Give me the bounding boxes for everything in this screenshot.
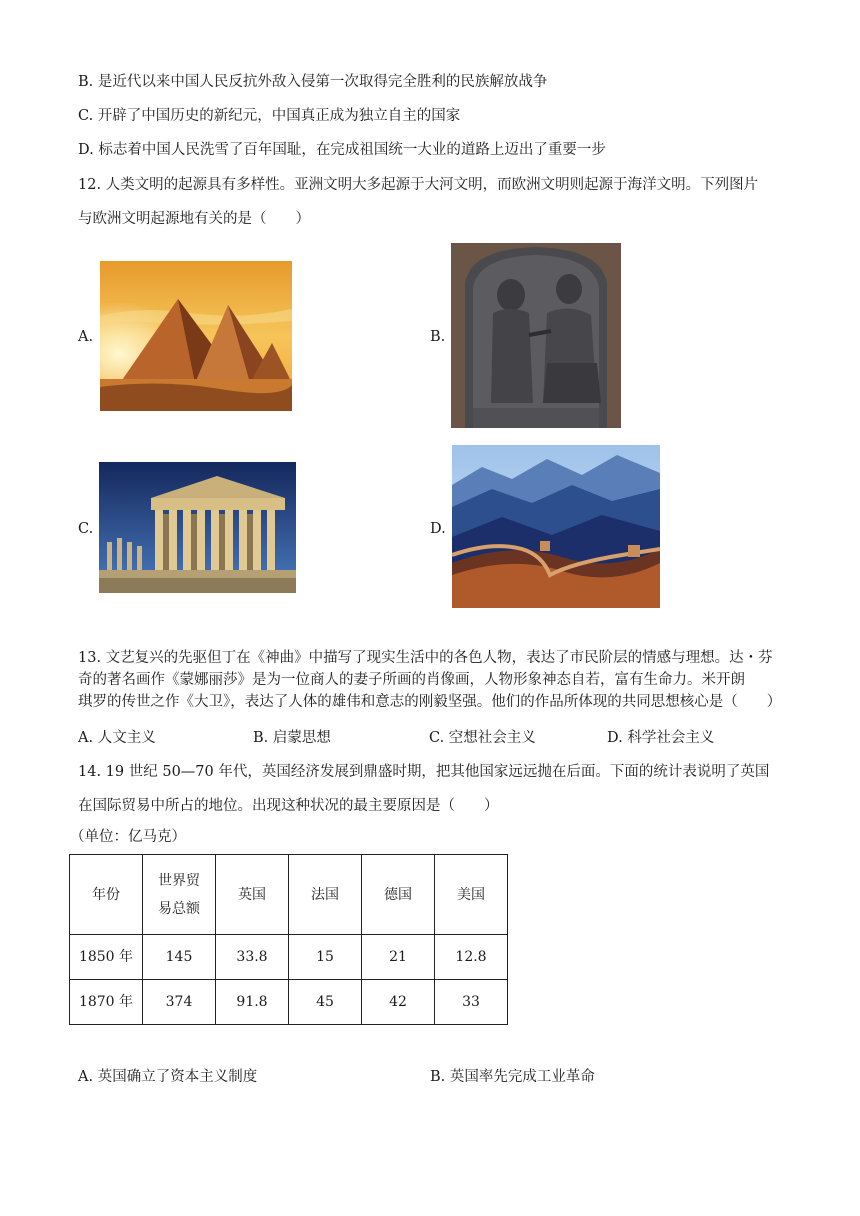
great-wall-image [452, 445, 660, 608]
q12-option-d-label: D. [430, 521, 446, 537]
q12-stem-line2: 与欧洲文明起源地有关的是（ ） [78, 211, 310, 227]
q13-options [78, 726, 778, 746]
q13-option-c: C. 空想社会主义 [429, 730, 536, 746]
q13-stem-line2: 奇的著名画作《蒙娜丽莎》是为一位商人的妻子所画的肖像画，人物形象神态自若，富有生命力。米开朗 [78, 672, 745, 688]
table-cell: 1850 年 [70, 935, 143, 980]
table-header-cell: 法国 [289, 855, 362, 935]
table-cell: 374 [143, 980, 216, 1025]
table-cell: 12.8 [435, 935, 508, 980]
table-cell: 91.8 [216, 980, 289, 1025]
q12-option-a-label: A. [78, 329, 94, 345]
table-cell: 15 [289, 935, 362, 980]
q13-stem-line1: 13. 文艺复兴的先驱但丁在《神曲》中描写了现实生活中的各色人物，表达了市民阶层的情感与理想。达・芬 [78, 650, 773, 666]
table-cell: 45 [289, 980, 362, 1025]
table-header-cell: 美国 [435, 855, 508, 935]
q11-option-c: C. 开辟了中国历史的新纪元，中国真正成为独立自主的国家 [78, 108, 461, 124]
parthenon-image [99, 462, 296, 593]
table-header-cell: 英国 [216, 855, 289, 935]
table-header-line: 易总额 [158, 900, 200, 917]
q12-option-b-label: B. [430, 329, 446, 345]
q13-stem-line3: 琪罗的传世之作《大卫》，表达了人体的雄伟和意志的刚毅坚强。他们的作品所体现的共同思想核心是（ ） [78, 694, 782, 710]
table-cell: 42 [362, 980, 435, 1025]
table-header-cell: 年份 [70, 855, 143, 935]
q13-option-a: A. 人文主义 [78, 730, 156, 746]
pyramids-image [100, 261, 292, 411]
table-header-cell [143, 855, 216, 935]
q12-option-c-label: C. [78, 521, 94, 537]
q11-option-d: D. 标志着中国人民洗雪了百年国耻，在完成祖国统一大业的道路上迈出了重要一步 [78, 142, 606, 158]
table-cell: 33.8 [216, 935, 289, 980]
table-header-cell: 德国 [362, 855, 435, 935]
table-header-line: 世界贸 [158, 872, 200, 889]
table-cell: 33 [435, 980, 508, 1025]
q13-option-b: B. 启蒙思想 [253, 730, 331, 746]
q14-option-a: A. 英国确立了资本主义制度 [78, 1069, 258, 1085]
q12-stem-line1: 12. 人类文明的起源具有多样性。亚洲文明大多起源于大河文明，而欧洲文明则起源于海洋文明。下列图片 [78, 177, 759, 193]
table-cell: 145 [143, 935, 216, 980]
table-cell: 21 [362, 935, 435, 980]
trade-statistics-table [69, 854, 508, 1025]
table-row [70, 980, 508, 1025]
q14-stem-line1: 14. 19 世纪 50—70 年代，英国经济发展到鼎盛时期，把其他国家远远抛在后面。下面的统计表说明了英国 [78, 764, 770, 780]
q14-unit-note: （单位：亿马克） [70, 829, 186, 845]
q13-option-d: D. 科学社会主义 [607, 730, 715, 746]
q11-option-b: B. 是近代以来中国人民反抗外敌入侵第一次取得完全胜利的民族解放战争 [78, 74, 548, 90]
table-row [70, 935, 508, 980]
q14-option-b: B. 英国率先完成工业革命 [430, 1069, 595, 1085]
q14-stem-line2: 在国际贸易中所占的地位。出现这种状况的最主要原因是（ ） [78, 798, 499, 814]
table-cell: 1870 年 [70, 980, 143, 1025]
code-of-hammurabi-stele-image [451, 243, 621, 428]
table-header-row [70, 855, 508, 935]
